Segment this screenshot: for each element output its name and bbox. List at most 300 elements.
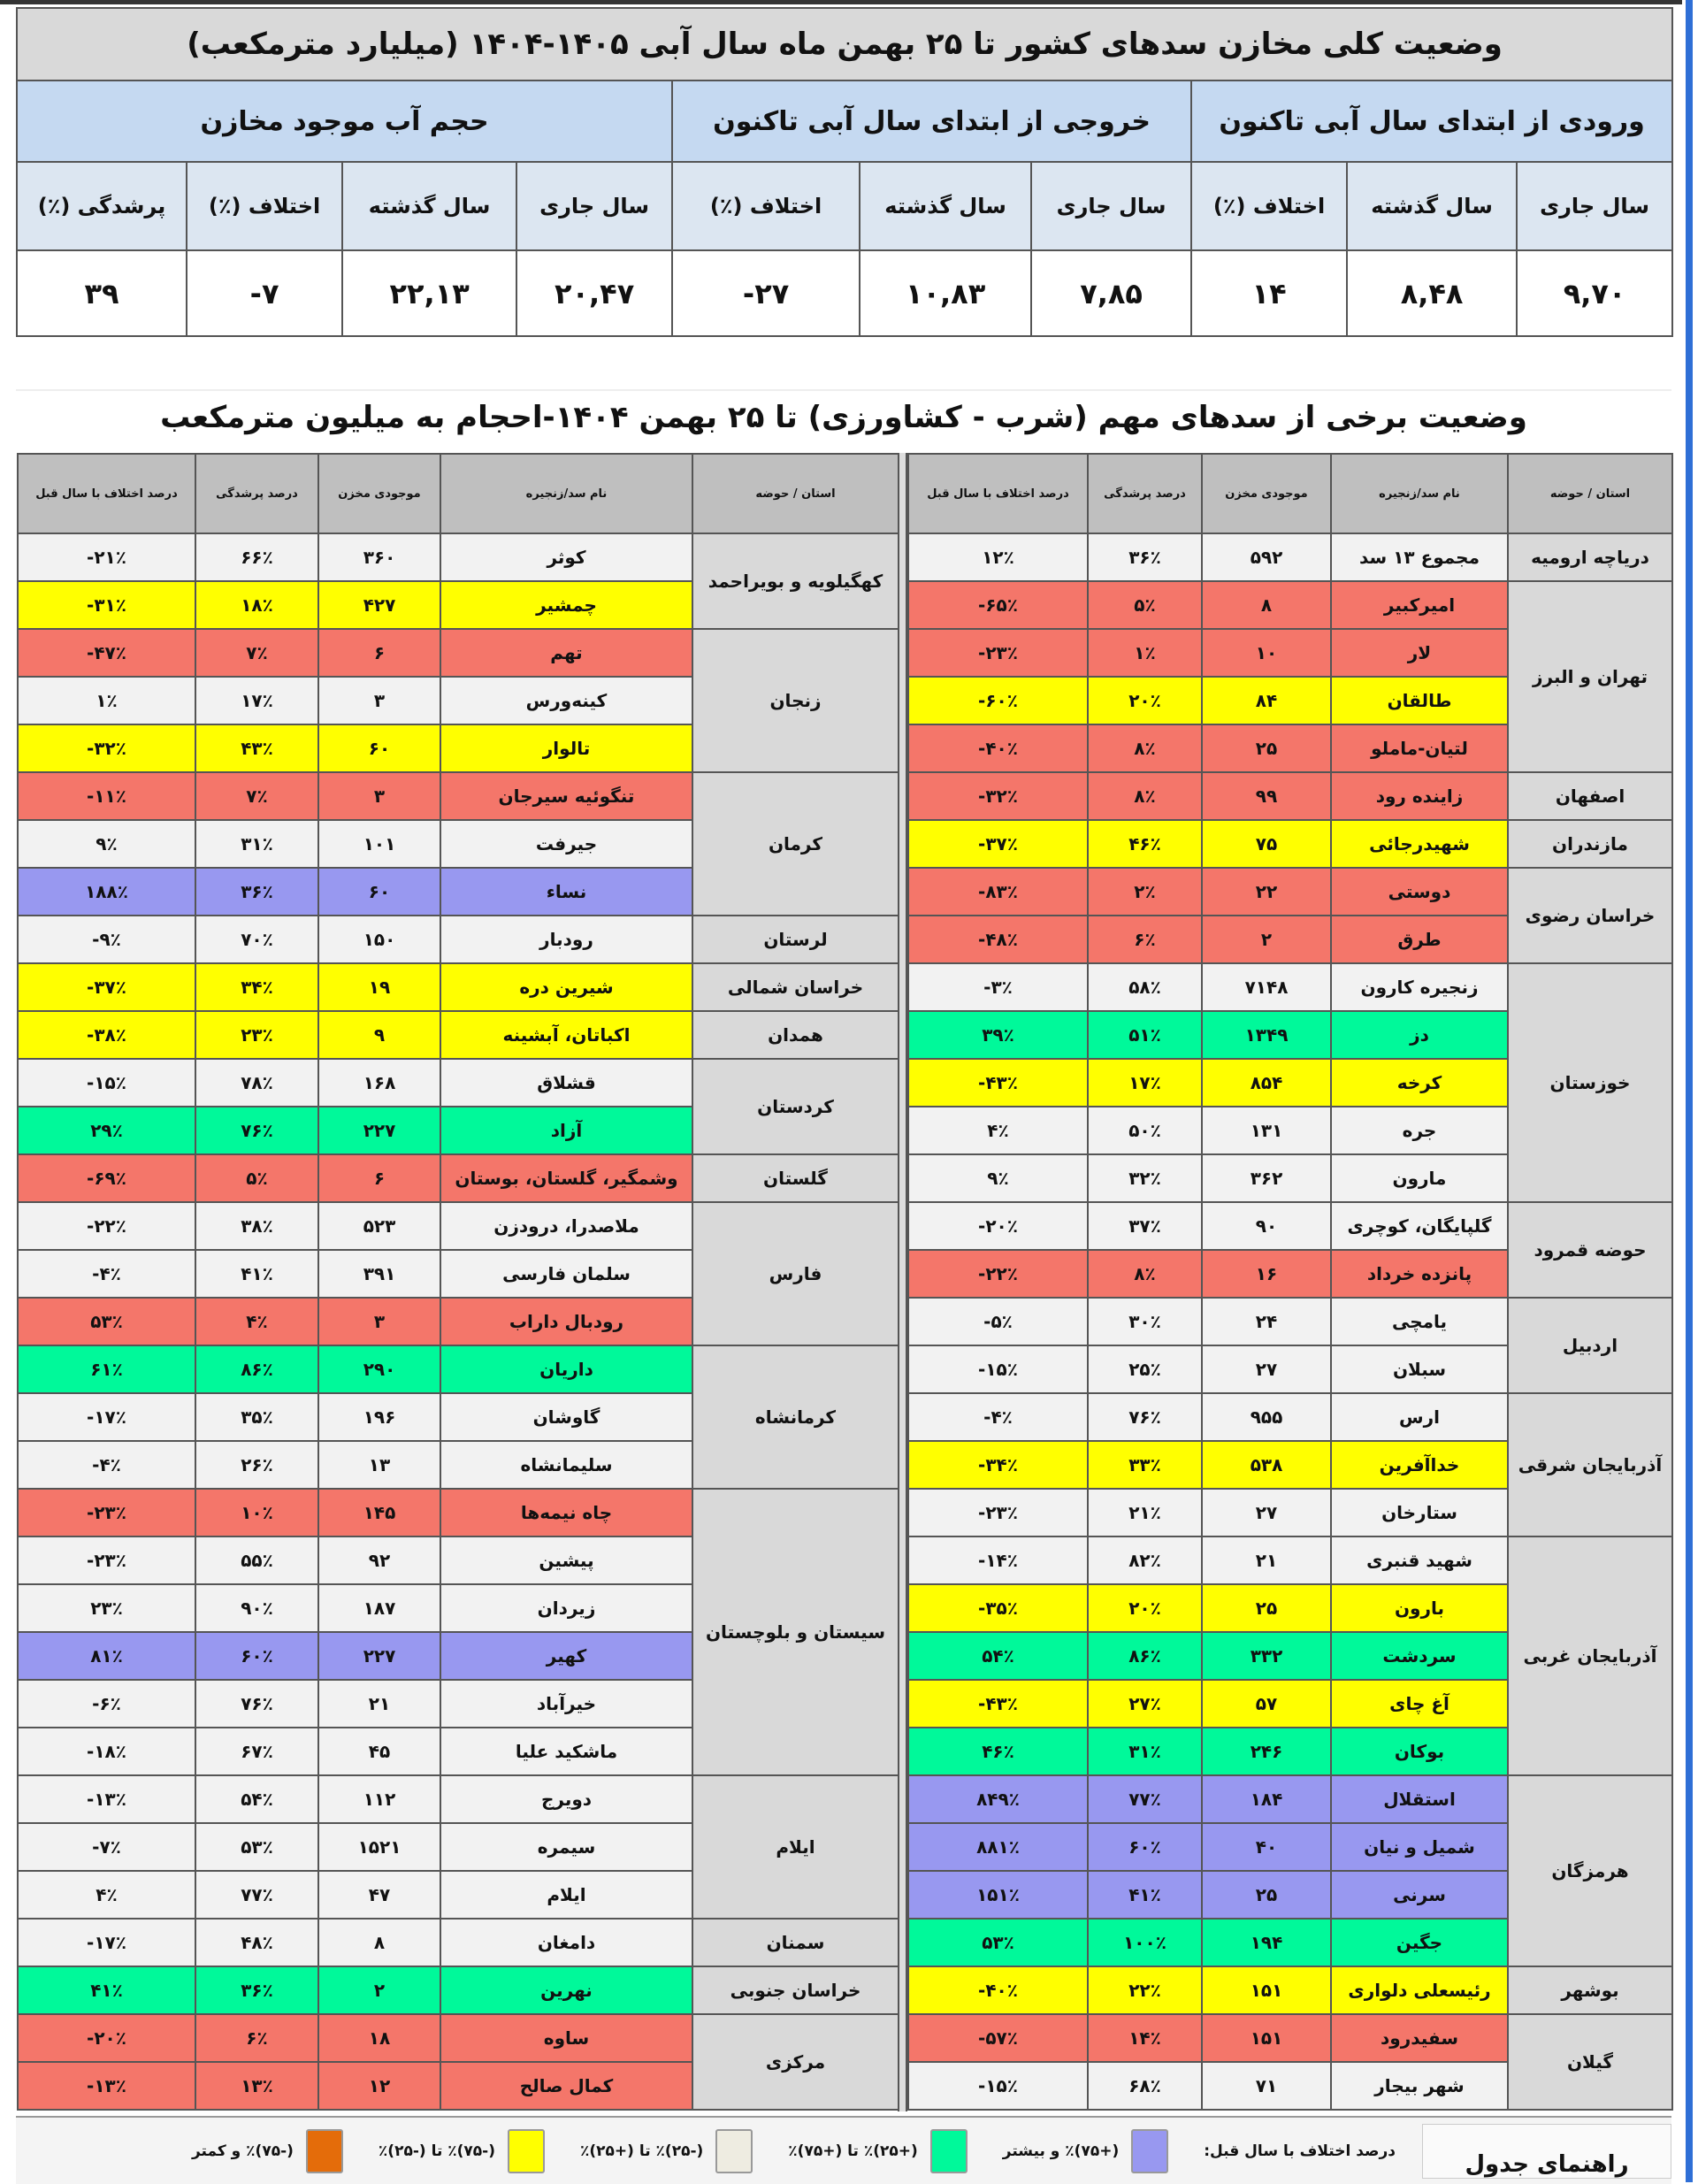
reservoir-volume: ۱۳۱ bbox=[1202, 1107, 1331, 1154]
summary-subheader: پرشدگی (٪) bbox=[17, 162, 187, 250]
legend-label: (+۷۵)٪ و بیشتر bbox=[1002, 2142, 1120, 2160]
fill-percent: ۶۷٪ bbox=[195, 1728, 318, 1775]
dam-name: گاوشان bbox=[440, 1393, 692, 1441]
change-percent: ۱۵۱٪ bbox=[908, 1871, 1088, 1919]
reservoir-volume: ۱۵۱ bbox=[1202, 1966, 1331, 2014]
dam-row bbox=[908, 533, 1672, 581]
dam-name: لار bbox=[1331, 629, 1508, 677]
reservoir-volume: ۱۶۸ bbox=[318, 1059, 440, 1107]
province-cell: مازندران bbox=[1508, 820, 1672, 868]
dam-row bbox=[18, 1345, 899, 1393]
dam-name: رودبال داراب bbox=[440, 1298, 692, 1345]
fill-percent: ۲۱٪ bbox=[1088, 1489, 1202, 1536]
change-percent: -۳۲٪ bbox=[908, 772, 1088, 820]
change-percent: -۲۱٪ bbox=[18, 533, 195, 581]
dam-name: سردشت bbox=[1331, 1632, 1508, 1680]
legend-item bbox=[379, 2129, 545, 2173]
summary-subheader: سال گذشته bbox=[860, 162, 1031, 250]
reservoir-volume: ۵۷ bbox=[1202, 1680, 1331, 1728]
reservoir-volume: ۲ bbox=[1202, 916, 1331, 963]
dam-row bbox=[18, 533, 899, 581]
dam-name: بوکان bbox=[1331, 1728, 1508, 1775]
reservoir-volume: ۹۰ bbox=[1202, 1202, 1331, 1250]
dam-name: نهرین bbox=[440, 1966, 692, 2014]
fill-percent: ۷۷٪ bbox=[1088, 1775, 1202, 1823]
reservoir-volume: ۸ bbox=[318, 1919, 440, 1966]
dam-name: داریان bbox=[440, 1345, 692, 1393]
dam-row bbox=[18, 772, 899, 820]
dam-row bbox=[908, 1775, 1672, 1823]
change-percent: ۱۸۸٪ bbox=[18, 868, 195, 916]
province-cell: همدان bbox=[692, 1011, 899, 1059]
fill-percent: ۷٪ bbox=[195, 629, 318, 677]
dam-name: شهید قنبری bbox=[1331, 1536, 1508, 1584]
dam-name: تنگوئیه سیرجان bbox=[440, 772, 692, 820]
dam-name: شمیل و نیان bbox=[1331, 1823, 1508, 1871]
change-percent: ۸۱٪ bbox=[18, 1632, 195, 1680]
dam-name: یامچی bbox=[1331, 1298, 1508, 1345]
reservoir-volume: ۸ bbox=[1202, 581, 1331, 629]
change-percent: -۴۳٪ bbox=[908, 1059, 1088, 1107]
summary-value: ۷,۸۵ bbox=[1031, 250, 1191, 336]
fill-percent: ۴۱٪ bbox=[195, 1250, 318, 1298]
fill-percent: ۳۱٪ bbox=[1088, 1728, 1202, 1775]
province-cell: کرمانشاه bbox=[692, 1345, 899, 1489]
reservoir-volume: ۱۸۴ bbox=[1202, 1775, 1331, 1823]
change-percent: -۲۲٪ bbox=[908, 1250, 1088, 1298]
province-cell: کرمان bbox=[692, 772, 899, 916]
group-inflow: ورودی از ابتدای سال آبی تاکنون bbox=[1191, 80, 1672, 162]
summary-value: ۲۲,۱۳ bbox=[342, 250, 516, 336]
change-percent: -۲۰٪ bbox=[18, 2014, 195, 2062]
reservoir-volume: ۹ bbox=[318, 1011, 440, 1059]
fill-percent: ۷۶٪ bbox=[1088, 1393, 1202, 1441]
dam-name: زنجیره کارون bbox=[1331, 963, 1508, 1011]
fill-percent: ۸۶٪ bbox=[1088, 1632, 1202, 1680]
summary-subheader: سال جاری bbox=[1031, 162, 1191, 250]
fill-percent: ۲۰٪ bbox=[1088, 1584, 1202, 1632]
legend-item bbox=[192, 2129, 343, 2173]
reservoir-volume: ۱۹ bbox=[318, 963, 440, 1011]
fill-percent: ۹۰٪ bbox=[195, 1584, 318, 1632]
dam-row bbox=[908, 868, 1672, 916]
dam-row bbox=[908, 1393, 1672, 1441]
reservoir-volume: ۳ bbox=[318, 772, 440, 820]
change-percent: -۳۷٪ bbox=[18, 963, 195, 1011]
reservoir-volume: ۲۵ bbox=[1202, 1871, 1331, 1919]
fill-percent: ۱۰۰٪ bbox=[1088, 1919, 1202, 1966]
province-cell: لرستان bbox=[692, 916, 899, 963]
legend-label: (-۷۵)٪ تا (-۲۵)٪ bbox=[378, 2142, 495, 2160]
summary-table bbox=[16, 7, 1673, 337]
change-percent: -۹٪ bbox=[18, 916, 195, 963]
summary-value: ۹,۷۰ bbox=[1517, 250, 1672, 336]
dam-name: سفیدرود bbox=[1331, 2014, 1508, 2062]
summary-value: ۱۴ bbox=[1191, 250, 1347, 336]
change-percent: -۴۳٪ bbox=[908, 1680, 1088, 1728]
change-percent: -۳۵٪ bbox=[908, 1584, 1088, 1632]
column-header: نام سد/زنجیره bbox=[440, 454, 692, 533]
summary-subheader: اختلاف (٪) bbox=[1191, 162, 1347, 250]
reservoir-volume: ۵۲۳ bbox=[318, 1202, 440, 1250]
reservoir-volume: ۱۲ bbox=[318, 2062, 440, 2110]
dam-name: جگین bbox=[1331, 1919, 1508, 1966]
reservoir-volume: ۶۰ bbox=[318, 868, 440, 916]
change-percent: -۱۵٪ bbox=[908, 2062, 1088, 2110]
reservoir-volume: ۳۶۲ bbox=[1202, 1154, 1331, 1202]
change-percent: -۴٪ bbox=[18, 1441, 195, 1489]
reservoir-volume: ۱۸ bbox=[318, 2014, 440, 2062]
change-percent: -۴۸٪ bbox=[908, 916, 1088, 963]
summary-subheader: سال جاری bbox=[1517, 162, 1672, 250]
change-percent: -۲۳٪ bbox=[908, 629, 1088, 677]
reservoir-volume: ۶ bbox=[318, 1154, 440, 1202]
dam-name: زیردان bbox=[440, 1584, 692, 1632]
change-percent: ۸۴۹٪ bbox=[908, 1775, 1088, 1823]
summary-subheader: سال جاری bbox=[516, 162, 672, 250]
column-header: نام سد/زنجیره bbox=[1331, 454, 1508, 533]
change-percent: ۴٪ bbox=[18, 1871, 195, 1919]
change-percent: -۴۰٪ bbox=[908, 724, 1088, 772]
legend-swatch-icon bbox=[715, 2129, 753, 2173]
column-header: استان / حوضه bbox=[1508, 454, 1672, 533]
province-cell: خوزستان bbox=[1508, 963, 1672, 1202]
fill-percent: ۶۶٪ bbox=[195, 533, 318, 581]
change-percent: -۴۰٪ bbox=[908, 1966, 1088, 2014]
province-cell: گیلان bbox=[1508, 2014, 1672, 2110]
province-cell: هرمزگان bbox=[1508, 1775, 1672, 1966]
dam-name: چمشیر bbox=[440, 581, 692, 629]
fill-percent: ۶۰٪ bbox=[195, 1632, 318, 1680]
fill-percent: ۳۶٪ bbox=[1088, 533, 1202, 581]
dam-name: سلمان فارسی bbox=[440, 1250, 692, 1298]
change-percent: ۶۱٪ bbox=[18, 1345, 195, 1393]
reservoir-volume: ۱۳۴۹ bbox=[1202, 1011, 1331, 1059]
legend-swatch-icon bbox=[1131, 2129, 1168, 2173]
reservoir-volume: ۸۵۴ bbox=[1202, 1059, 1331, 1107]
fill-percent: ۲٪ bbox=[1088, 868, 1202, 916]
change-percent: -۶۵٪ bbox=[908, 581, 1088, 629]
fill-percent: ۲۶٪ bbox=[195, 1441, 318, 1489]
change-percent: -۱۴٪ bbox=[908, 1536, 1088, 1584]
dam-row bbox=[18, 1011, 899, 1059]
fill-percent: ۵۳٪ bbox=[195, 1823, 318, 1871]
column-header: درصد پرشدگی bbox=[1088, 454, 1202, 533]
summary-value: ۱۰,۸۳ bbox=[860, 250, 1031, 336]
province-cell: اصفهان bbox=[1508, 772, 1672, 820]
dam-name: ستارخان bbox=[1331, 1489, 1508, 1536]
fill-percent: ۲۰٪ bbox=[1088, 677, 1202, 724]
change-percent: -۶۰٪ bbox=[908, 677, 1088, 724]
fill-percent: ۲۲٪ bbox=[1088, 1966, 1202, 2014]
province-cell: آذربایجان شرقی bbox=[1508, 1393, 1672, 1536]
change-percent: -۳۴٪ bbox=[908, 1441, 1088, 1489]
fill-percent: ۷٪ bbox=[195, 772, 318, 820]
legend bbox=[16, 2116, 1671, 2184]
dam-row bbox=[908, 581, 1672, 629]
fill-percent: ۴۱٪ bbox=[1088, 1871, 1202, 1919]
fill-percent: ۱۷٪ bbox=[195, 677, 318, 724]
fill-percent: ۶٪ bbox=[195, 2014, 318, 2062]
fill-percent: ۵۴٪ bbox=[195, 1775, 318, 1823]
change-percent: ۴۶٪ bbox=[908, 1728, 1088, 1775]
dam-name: جیرفت bbox=[440, 820, 692, 868]
province-cell: آذربایجان غربی bbox=[1508, 1536, 1672, 1775]
reservoir-volume: ۱۶ bbox=[1202, 1250, 1331, 1298]
dam-name: سلیمانشاه bbox=[440, 1441, 692, 1489]
dam-row bbox=[908, 1536, 1672, 1584]
dam-name: دوستی bbox=[1331, 868, 1508, 916]
legend-swatch-icon bbox=[930, 2129, 968, 2173]
change-percent: -۱۳٪ bbox=[18, 1775, 195, 1823]
dam-name: شیرین دره bbox=[440, 963, 692, 1011]
summary-value: ۸,۴۸ bbox=[1347, 250, 1517, 336]
reservoir-volume: ۷۱ bbox=[1202, 2062, 1331, 2110]
reservoir-volume: ۲۱ bbox=[318, 1680, 440, 1728]
dam-row bbox=[18, 629, 899, 677]
dam-name: ارس bbox=[1331, 1393, 1508, 1441]
dam-name: تهم bbox=[440, 629, 692, 677]
summary-value: ۳۹ bbox=[17, 250, 187, 336]
fill-percent: ۷۸٪ bbox=[195, 1059, 318, 1107]
summary-value: ۲۰,۴۷ bbox=[516, 250, 672, 336]
fill-percent: ۱٪ bbox=[1088, 629, 1202, 677]
fill-percent: ۳۶٪ bbox=[195, 1966, 318, 2014]
fill-percent: ۳۷٪ bbox=[1088, 1202, 1202, 1250]
reservoir-volume: ۱۱۲ bbox=[318, 1775, 440, 1823]
reservoir-volume: ۱۹۶ bbox=[318, 1393, 440, 1441]
reservoir-volume: ۲۴ bbox=[1202, 1298, 1331, 1345]
change-percent: ۲۳٪ bbox=[18, 1584, 195, 1632]
fill-percent: ۳۲٪ bbox=[1088, 1154, 1202, 1202]
fill-percent: ۳۶٪ bbox=[195, 868, 318, 916]
province-cell: ایلام bbox=[692, 1775, 899, 1919]
legend-title: راهنمای جدول bbox=[1422, 2124, 1671, 2179]
change-percent: ۱٪ bbox=[18, 677, 195, 724]
column-header: موجودی مخزن bbox=[318, 454, 440, 533]
fill-percent: ۳۴٪ bbox=[195, 963, 318, 1011]
change-percent: ۴٪ bbox=[908, 1107, 1088, 1154]
reservoir-volume: ۴۷ bbox=[318, 1871, 440, 1919]
dam-name: رودبار bbox=[440, 916, 692, 963]
fill-percent: ۱۳٪ bbox=[195, 2062, 318, 2110]
change-percent: -۱۱٪ bbox=[18, 772, 195, 820]
change-percent: -۶۹٪ bbox=[18, 1154, 195, 1202]
reservoir-volume: ۳۳۲ bbox=[1202, 1632, 1331, 1680]
dam-name: مارون bbox=[1331, 1154, 1508, 1202]
dam-name: کینه‌ورس bbox=[440, 677, 692, 724]
dam-name: ایلام bbox=[440, 1871, 692, 1919]
reservoir-volume: ۹۹ bbox=[1202, 772, 1331, 820]
fill-percent: ۱۰٪ bbox=[195, 1489, 318, 1536]
summary-title: وضعیت کلی مخازن سدهای کشور تا ۲۵ بهمن ماه سال آبی ۱۴۰۵-۱۴۰۴ (میلیارد مترمکعب) bbox=[17, 8, 1672, 80]
summary-value: -۲۷ bbox=[672, 250, 860, 336]
fill-percent: ۷۶٪ bbox=[195, 1107, 318, 1154]
change-percent: -۲۳٪ bbox=[18, 1489, 195, 1536]
reservoir-volume: ۱۹۴ bbox=[1202, 1919, 1331, 1966]
reservoir-volume: ۲۱ bbox=[1202, 1536, 1331, 1584]
fill-percent: ۷۶٪ bbox=[195, 1680, 318, 1728]
fill-percent: ۵۸٪ bbox=[1088, 963, 1202, 1011]
summary-subheader: اختلاف (٪) bbox=[187, 162, 342, 250]
dam-name: کرخه bbox=[1331, 1059, 1508, 1107]
province-cell: دریاچه ارومیه bbox=[1508, 533, 1672, 581]
reservoir-volume: ۹۵۵ bbox=[1202, 1393, 1331, 1441]
reservoir-volume: ۵۳۸ bbox=[1202, 1441, 1331, 1489]
legend-swatch-icon bbox=[508, 2129, 545, 2173]
legend-label: (-۲۵)٪ تا (+۲۵)٪ bbox=[580, 2142, 704, 2160]
legend-label: (-۷۵)٪ و کمتر bbox=[191, 2142, 294, 2160]
dam-name: ماشکید علیا bbox=[440, 1728, 692, 1775]
change-percent: ۲۹٪ bbox=[18, 1107, 195, 1154]
dam-name: کوثر bbox=[440, 533, 692, 581]
fill-percent: ۸۶٪ bbox=[195, 1345, 318, 1393]
dam-row bbox=[18, 1059, 899, 1107]
fill-percent: ۵٪ bbox=[1088, 581, 1202, 629]
reservoir-volume: ۱۰ bbox=[1202, 629, 1331, 677]
dam-name: زاینده رود bbox=[1331, 772, 1508, 820]
dam-row bbox=[908, 963, 1672, 1011]
legend-caption: درصد اختلاف با سال قبل: bbox=[1204, 2142, 1396, 2160]
fill-percent: ۲۳٪ bbox=[195, 1011, 318, 1059]
dam-name: اکباتان، آبشینه bbox=[440, 1011, 692, 1059]
province-cell: فارس bbox=[692, 1202, 899, 1345]
change-percent: -۳۸٪ bbox=[18, 1011, 195, 1059]
fill-percent: ۱۷٪ bbox=[1088, 1059, 1202, 1107]
dam-name: وشمگیر، گلستان، بوستان bbox=[440, 1154, 692, 1202]
province-cell: خراسان شمالی bbox=[692, 963, 899, 1011]
reservoir-volume: ۷۱۴۸ bbox=[1202, 963, 1331, 1011]
column-header: استان / حوضه bbox=[692, 454, 899, 533]
summary-value: -۷ bbox=[187, 250, 342, 336]
reservoir-volume: ۳۹۱ bbox=[318, 1250, 440, 1298]
dam-name: پانزده خرداد bbox=[1331, 1250, 1508, 1298]
fill-percent: ۴٪ bbox=[195, 1298, 318, 1345]
province-cell: اردبیل bbox=[1508, 1298, 1672, 1393]
fill-percent: ۸٪ bbox=[1088, 1250, 1202, 1298]
dams-table-right bbox=[907, 453, 1673, 2111]
legend-item bbox=[1003, 2129, 1168, 2173]
province-cell: حوضه قمرود bbox=[1508, 1202, 1672, 1298]
change-percent: -۸۳٪ bbox=[908, 868, 1088, 916]
fill-percent: ۲۷٪ bbox=[1088, 1680, 1202, 1728]
reservoir-volume: ۴۲۷ bbox=[318, 581, 440, 629]
change-percent: -۴٪ bbox=[908, 1393, 1088, 1441]
dam-name: سیمره bbox=[440, 1823, 692, 1871]
province-cell: بوشهر bbox=[1508, 1966, 1672, 2014]
dam-name: جره bbox=[1331, 1107, 1508, 1154]
reservoir-volume: ۲۲۷ bbox=[318, 1632, 440, 1680]
dam-name: خیرآباد bbox=[440, 1680, 692, 1728]
fill-percent: ۱۴٪ bbox=[1088, 2014, 1202, 2062]
dam-row bbox=[18, 1919, 899, 1966]
dam-name: پیشین bbox=[440, 1536, 692, 1584]
dam-name: دامغان bbox=[440, 1919, 692, 1966]
summary-subheader: سال گذشته bbox=[342, 162, 516, 250]
fill-percent: ۳۰٪ bbox=[1088, 1298, 1202, 1345]
reservoir-volume: ۳ bbox=[318, 1298, 440, 1345]
dam-name: دویرج bbox=[440, 1775, 692, 1823]
reservoir-volume: ۹۲ bbox=[318, 1536, 440, 1584]
fill-percent: ۸٪ bbox=[1088, 724, 1202, 772]
dam-row bbox=[18, 2014, 899, 2062]
reservoir-volume: ۷۵ bbox=[1202, 820, 1331, 868]
reservoir-volume: ۱۵۰ bbox=[318, 916, 440, 963]
fill-percent: ۵٪ bbox=[195, 1154, 318, 1202]
dam-name: شهر بیجار bbox=[1331, 2062, 1508, 2110]
dam-name: دز bbox=[1331, 1011, 1508, 1059]
reservoir-volume: ۲۷ bbox=[1202, 1345, 1331, 1393]
dams-table-left bbox=[17, 453, 899, 2111]
dam-name: آزاد bbox=[440, 1107, 692, 1154]
fill-percent: ۶۰٪ bbox=[1088, 1823, 1202, 1871]
dam-name: لتیان-ماملو bbox=[1331, 724, 1508, 772]
reservoir-volume: ۲۴۶ bbox=[1202, 1728, 1331, 1775]
reservoir-volume: ۲۵ bbox=[1202, 724, 1331, 772]
fill-percent: ۱۸٪ bbox=[195, 581, 318, 629]
reservoir-volume: ۱۵۱ bbox=[1202, 2014, 1331, 2062]
dam-row bbox=[908, 820, 1672, 868]
fill-percent: ۴۳٪ bbox=[195, 724, 318, 772]
dam-name: سبلان bbox=[1331, 1345, 1508, 1393]
dam-name: آغ چای bbox=[1331, 1680, 1508, 1728]
dam-row bbox=[908, 1202, 1672, 1250]
province-cell: سمنان bbox=[692, 1919, 899, 1966]
change-percent: -۷٪ bbox=[18, 1823, 195, 1871]
reservoir-volume: ۱۳ bbox=[318, 1441, 440, 1489]
province-cell: تهران و البرز bbox=[1508, 581, 1672, 772]
dam-name: قشلاق bbox=[440, 1059, 692, 1107]
reservoir-volume: ۲۲ bbox=[1202, 868, 1331, 916]
scrollbar[interactable] bbox=[1682, 0, 1698, 2182]
dam-row bbox=[908, 1966, 1672, 2014]
dam-name: مجموع ۱۳ سد bbox=[1331, 533, 1508, 581]
dam-name: طالقان bbox=[1331, 677, 1508, 724]
change-percent: -۱۵٪ bbox=[908, 1345, 1088, 1393]
dam-name: نساء bbox=[440, 868, 692, 916]
province-cell: خراسان جنوبی bbox=[692, 1966, 899, 2014]
reservoir-volume: ۱۸۷ bbox=[318, 1584, 440, 1632]
province-cell: سیستان و بلوچستان bbox=[692, 1489, 899, 1775]
fill-percent: ۶۸٪ bbox=[1088, 2062, 1202, 2110]
dam-name: ملاصدرا، درودزن bbox=[440, 1202, 692, 1250]
reservoir-volume: ۸۴ bbox=[1202, 677, 1331, 724]
fill-percent: ۳۱٪ bbox=[195, 820, 318, 868]
change-percent: -۲۳٪ bbox=[908, 1489, 1088, 1536]
reservoir-volume: ۱۰۱ bbox=[318, 820, 440, 868]
change-percent: ۱۲٪ bbox=[908, 533, 1088, 581]
reservoir-volume: ۱۴۵ bbox=[318, 1489, 440, 1536]
reservoir-volume: ۳۶۰ bbox=[318, 533, 440, 581]
summary-subheader: اختلاف (٪) bbox=[672, 162, 860, 250]
fill-percent: ۳۳٪ bbox=[1088, 1441, 1202, 1489]
summary-subheader: سال گذشته bbox=[1347, 162, 1517, 250]
dam-name: ساوه bbox=[440, 2014, 692, 2062]
window-top-bar bbox=[0, 0, 1698, 4]
fill-percent: ۵۵٪ bbox=[195, 1536, 318, 1584]
dam-name: شهیدرجائی bbox=[1331, 820, 1508, 868]
change-percent: -۴٪ bbox=[18, 1250, 195, 1298]
reservoir-volume: ۲۷ bbox=[1202, 1489, 1331, 1536]
dam-name: سرنی bbox=[1331, 1871, 1508, 1919]
change-percent: -۳۱٪ bbox=[18, 581, 195, 629]
change-percent: -۵۷٪ bbox=[908, 2014, 1088, 2062]
change-percent: -۳۲٪ bbox=[18, 724, 195, 772]
change-percent: ۹٪ bbox=[908, 1154, 1088, 1202]
reservoir-volume: ۱۵۲۱ bbox=[318, 1823, 440, 1871]
dam-row bbox=[18, 1775, 899, 1823]
province-cell: کهگیلویه و بویراحمد bbox=[692, 533, 899, 629]
